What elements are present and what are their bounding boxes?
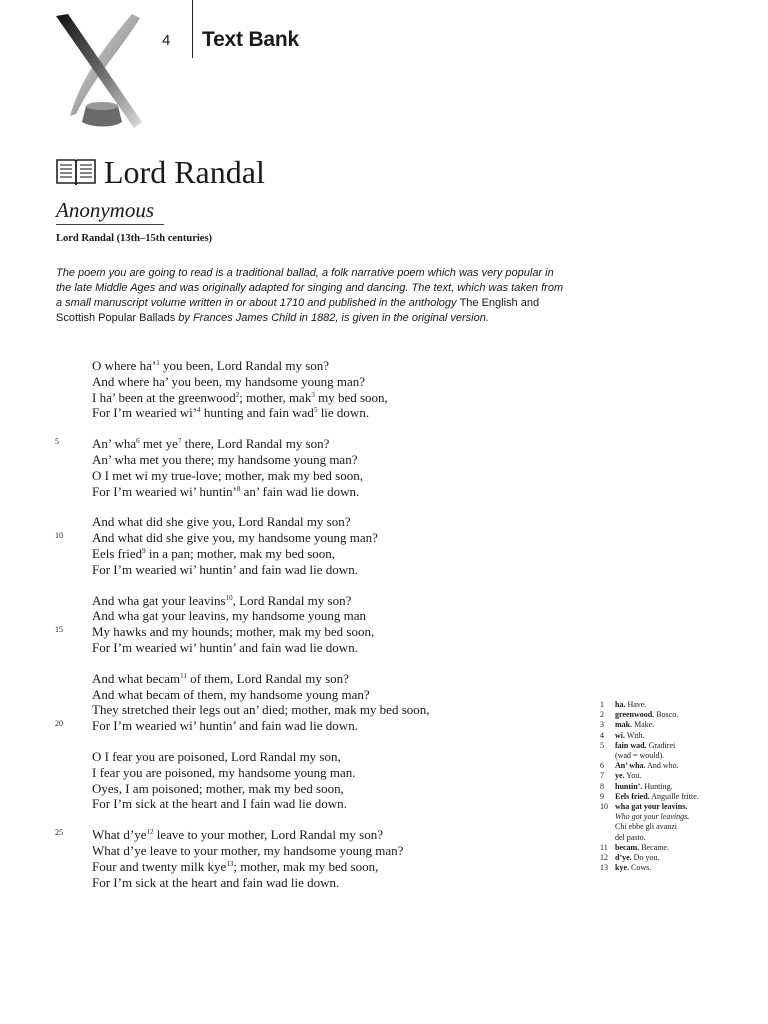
footnote	[600, 741, 760, 761]
line-text: For I’m wearied wi’ huntin’	[92, 483, 237, 499]
line-text: in a pan; mother, mak my bed soon,	[145, 545, 336, 561]
footnote-number: 12	[600, 853, 608, 863]
line-number: 15	[55, 625, 63, 635]
author: Anonymous	[56, 198, 154, 222]
footnote-number: 9	[600, 791, 604, 801]
line-text: They stretched their legs out an’ died; mother, mak my bed soon,	[92, 702, 430, 718]
footnote-number: 10	[600, 802, 608, 812]
footnote	[600, 771, 760, 781]
intro-book-title: The English and Scottish Popular Ballads	[56, 297, 540, 324]
stanza	[0, 514, 768, 577]
footnote	[600, 710, 760, 720]
poem-line	[0, 390, 768, 406]
source-line: Lord Randal (13th–15th centuries)	[56, 233, 213, 244]
footnote-ref: 4	[197, 406, 201, 415]
author-underline	[56, 224, 164, 225]
line-text: My hawks and my hounds; mother, mak my bed soon,	[92, 624, 375, 640]
footnote-gloss: With.	[625, 730, 645, 740]
line-text: And what becam of them, my handsome young man?	[92, 686, 370, 702]
poem-line	[0, 484, 768, 500]
footnote-ref: 6	[136, 437, 140, 446]
intro-text: The poem you are going to read is a traditional ballad, a folk narrative poem which was very popular in the late Middle Ages and was originally adapted for singing and dancing. The text, which was taken from a small manuscript volume written in or about 1710 and published in the anthology	[56, 267, 564, 309]
footnote-number: 4	[600, 730, 604, 740]
line-text: you been, Lord Randal my son?	[159, 358, 330, 373]
poem-line	[0, 436, 768, 452]
line-text: What d’ye	[92, 827, 147, 843]
line-text: O I met wi my true-love; mother, mak my bed soon,	[92, 467, 363, 483]
poem-line	[0, 530, 768, 546]
footnote-gloss: Bosco.	[654, 710, 679, 720]
poem-line	[0, 452, 768, 468]
footnote-ref: 11	[180, 671, 187, 680]
footnote-gloss: Anguille fritte.	[649, 791, 699, 801]
footnote-gloss: Who got your leavings.	[615, 812, 690, 822]
open-book-icon	[55, 157, 97, 187]
footnote-number: 13	[600, 863, 608, 873]
intro-text: by Frances James Child in 1882, is given in the original version.	[175, 312, 489, 324]
line-number: 5	[55, 437, 59, 447]
footnote	[600, 700, 760, 710]
line-text: ; mother, mak	[239, 389, 312, 405]
footnote-ref: 2	[235, 390, 240, 399]
line-text: O where ha’	[92, 358, 157, 373]
line-text: And wha gat your leavins	[92, 592, 226, 608]
poem-line	[0, 593, 768, 609]
footnote-number: 6	[600, 761, 604, 771]
poem-title: Lord Randal	[104, 154, 265, 190]
footnote-gloss: Cows.	[629, 863, 652, 873]
quill-and-inkwell-icon	[50, 10, 150, 140]
intro-paragraph	[56, 266, 566, 326]
line-text: I ha’ been at the greenwood	[92, 389, 236, 405]
poem-line	[0, 468, 768, 484]
footnote-ref: 1	[156, 359, 160, 367]
footnote-term: becam.	[615, 842, 640, 852]
footnote	[600, 802, 760, 843]
footnote-number: 2	[600, 710, 604, 720]
footnote	[600, 863, 760, 873]
line-text: O I fear you are poisoned, Lord Randal my son,	[92, 748, 341, 764]
footnote-term: ye.	[615, 771, 625, 781]
stanza	[0, 436, 768, 499]
poem-line	[0, 374, 768, 390]
footnote-term: An’ wha.	[615, 761, 646, 771]
line-text: For I’m wearied wi’	[92, 405, 198, 421]
footnote-ref: 13	[226, 859, 234, 868]
footnote-gloss: del pasto.	[615, 832, 646, 842]
poem-line	[0, 875, 768, 891]
footnote-term: greenwood.	[615, 710, 655, 720]
line-text: Eels fried	[92, 545, 143, 561]
line-text: For I’m wearied wi’ huntin’ and fain wad lie down.	[92, 561, 358, 577]
footnote-ref: 12	[146, 828, 154, 837]
footnote-number: 8	[600, 781, 604, 791]
footnote-gloss: Make.	[632, 720, 655, 730]
line-text: And where ha’ you been, my handsome young man?	[92, 373, 366, 389]
line-text: Oyes, I am poisoned; mother, mak my bed soon,	[92, 780, 344, 796]
footnote-ref: 10	[225, 593, 233, 602]
line-text: my bed soon,	[314, 389, 388, 405]
footnote-term: ha.	[615, 700, 626, 709]
footnote-term: Eels fried.	[615, 791, 650, 801]
poem-line	[0, 671, 768, 687]
footnote-gloss: Have.	[625, 700, 647, 709]
footnote-gloss: You.	[624, 771, 642, 781]
poem-line	[0, 358, 768, 374]
line-text: Four and twenty milk kye	[92, 858, 227, 874]
footnote	[600, 731, 760, 741]
line-text: met ye	[139, 436, 178, 452]
line-text: For I’m sick at the heart and I fain wad lie down.	[92, 796, 347, 812]
stanza	[0, 358, 768, 421]
poem-line	[0, 562, 768, 578]
footnote-gloss: Gradirei	[646, 740, 676, 750]
footnote-ref: 9	[142, 546, 146, 555]
line-number: 20	[55, 719, 63, 729]
footnote-term: mak.	[615, 720, 633, 730]
line-text: For I’m sick at the heart and fain wad lie down.	[92, 874, 340, 890]
footnote-ref: 3	[311, 390, 315, 399]
line-text: And what did she give you, Lord Randal my son?	[92, 514, 351, 530]
footnote-gloss: Became.	[639, 842, 669, 852]
footnotes	[600, 700, 760, 873]
line-number: 10	[55, 531, 63, 541]
footnote-number: 3	[600, 720, 604, 730]
footnote-number: 11	[600, 842, 608, 852]
line-number: 25	[55, 828, 63, 838]
footnote-term: fain wad.	[615, 740, 647, 750]
poem-line	[0, 405, 768, 421]
line-text: of them, Lord Randal my son?	[186, 670, 349, 686]
poem-line	[0, 624, 768, 640]
footnote	[600, 843, 760, 853]
section-title: Text Bank	[202, 28, 300, 51]
line-text: What d’ye leave to your mother, my handsome young man?	[92, 842, 404, 858]
line-text: And wha gat your leavins, my handsome young man	[92, 608, 367, 624]
line-text: hunting and fain wad	[200, 405, 314, 421]
stanza	[0, 593, 768, 656]
line-text: For I’m wearied wi’ huntin’ and fain wad lie down.	[92, 718, 358, 734]
poem-line	[0, 640, 768, 656]
line-text: there, Lord Randal my son?	[181, 436, 330, 452]
line-text: ; mother, mak my bed soon,	[233, 858, 379, 874]
page-number: 4	[162, 32, 171, 49]
footnote-term: kye.	[615, 863, 629, 873]
footnote-gloss: Hunting.	[642, 781, 673, 791]
footnote-ref: 7	[177, 437, 182, 446]
footnote-term: d’ye.	[615, 853, 632, 863]
line-text: lie down.	[317, 405, 370, 421]
line-text: An’ wha	[92, 436, 137, 452]
footnote-gloss: (wad = would).	[615, 751, 665, 761]
footnote-gloss: Chi ebbe gli avanzi	[615, 822, 677, 832]
line-text: An’ wha met you there; my handsome young man?	[92, 451, 358, 467]
line-text: , Lord Randal my son?	[232, 592, 352, 608]
footnote-ref: 5	[313, 406, 318, 415]
footnote-ref: 8	[236, 484, 241, 493]
footnote-term: wha gat your leavins.	[615, 802, 688, 812]
footnote	[600, 782, 760, 792]
line-text: leave to your mother, Lord Randal my son?	[153, 827, 383, 843]
footnote-number: 7	[600, 771, 604, 781]
footnote-number: 1	[600, 700, 604, 709]
footnote-term: huntin’.	[615, 781, 643, 791]
footnote-gloss: Do you.	[631, 853, 660, 863]
poem-line	[0, 546, 768, 562]
footnote	[600, 853, 760, 863]
footnote	[600, 792, 760, 802]
footnote-term: wi.	[615, 730, 625, 740]
footnote	[600, 720, 760, 730]
footnote	[600, 761, 760, 771]
line-text: I fear you are poisoned, my handsome young man.	[92, 764, 356, 780]
poem-line	[0, 608, 768, 624]
footnote-gloss: And who.	[645, 761, 679, 771]
line-text: an’ fain wad lie down.	[240, 483, 360, 499]
footnote-number: 5	[600, 740, 604, 750]
poem-line	[0, 514, 768, 530]
line-text: And what becam	[92, 670, 181, 686]
line-text: For I’m wearied wi’ huntin’ and fain wad lie down.	[92, 639, 358, 655]
header-divider	[192, 0, 193, 58]
line-text: And what did she give you, my handsome young man?	[92, 530, 378, 546]
